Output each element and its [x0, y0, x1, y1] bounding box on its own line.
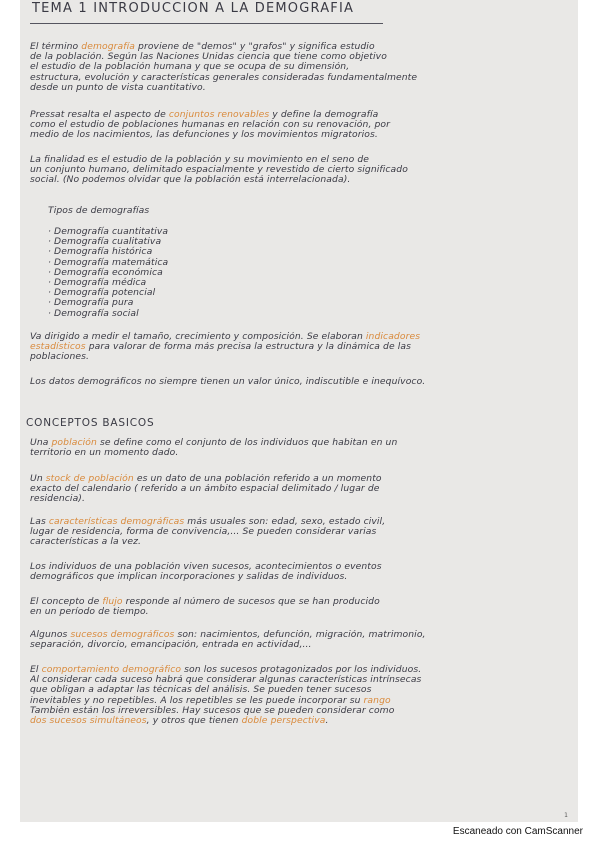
- text-fragment: El: [30, 665, 42, 675]
- text-fragment: responde al número de sucesos que se han producido: [122, 597, 380, 607]
- text-line: [30, 562, 558, 572]
- scanned-page: [20, 0, 578, 822]
- text-fragment: desde un punto de vista cuantitativo.: [30, 82, 206, 93]
- list-item: · Demografía histórica: [48, 246, 153, 258]
- text-line: [30, 527, 558, 537]
- highlighted-term: dos sucesos simultáneos: [30, 716, 147, 727]
- text-fragment: exacto del calendario ( referido a un ámbito espacial delimitado / lugar de: [30, 484, 380, 495]
- highlighted-term: doble perspectiva: [241, 716, 326, 727]
- list-item: · Demografía médica: [48, 277, 147, 289]
- text-line: [30, 175, 558, 185]
- text-line: [30, 706, 558, 716]
- highlighted-term: stock de población: [45, 474, 134, 484]
- text-line: [30, 448, 558, 458]
- text-fragment: son: nacimientos, defunción, migración, matrimonio,: [174, 630, 426, 640]
- paragraph-datos: [30, 377, 558, 387]
- paragraph-stock: [30, 474, 558, 505]
- text-fragment: social. (No podemos olvidar que la población está interrelacionada).: [30, 175, 351, 186]
- highlighted-term: población: [51, 438, 97, 448]
- paragraph-comportamiento: [30, 665, 558, 726]
- paragraph-flujo: [30, 597, 558, 617]
- text-line: [30, 377, 558, 387]
- text-fragment: un conjunto humano, delimitado espacialmente y revestido de cierto significado: [30, 165, 408, 176]
- text-fragment: El término: [30, 42, 82, 52]
- text-fragment: Una: [30, 438, 52, 448]
- text-fragment: separación, divorcio, emancipación, entrada en actividad,...: [30, 640, 312, 651]
- text-fragment: poblaciones.: [30, 352, 90, 363]
- text-line: [30, 494, 558, 504]
- text-fragment: Pressat resalta el aspecto de: [30, 110, 169, 120]
- paragraph-poblacion: [30, 438, 558, 458]
- text-fragment: para valorar de forma más precisa la estructura y la dinámica de las: [85, 342, 411, 353]
- paragraph-caracteristicas: [30, 517, 558, 548]
- paragraph-intro: [30, 42, 558, 93]
- text-fragment: se define como el conjunto de los individuos que habitan en un: [96, 438, 398, 448]
- list-item: · Demografía social: [48, 307, 139, 319]
- text-line: [30, 342, 558, 352]
- text-line: [30, 155, 558, 165]
- paragraph-finalidad: [30, 155, 558, 186]
- text-fragment: lugar de residencia, forma de convivencia,... Se pueden considerar varias: [30, 527, 377, 538]
- highlighted-term: sucesos demográficos: [70, 630, 175, 640]
- text-fragment: demográficos que implican incorporaciones y salidas de individuos.: [30, 572, 348, 583]
- text-line: [30, 517, 558, 527]
- text-fragment: en un período de tiempo.: [30, 607, 149, 618]
- text-fragment: inevitables y no repetibles. A los repetibles se les puede incorporar su: [30, 695, 364, 706]
- text-fragment: .: [325, 716, 329, 727]
- highlighted-term: comportamiento demográfico: [41, 665, 182, 675]
- text-line: [30, 332, 558, 342]
- list-item: · Demografía económica: [48, 266, 163, 278]
- text-line: [30, 572, 558, 582]
- text-line: [30, 537, 558, 547]
- text-fragment: características a la vez.: [30, 537, 142, 548]
- tipos-heading: [48, 206, 576, 216]
- list-item: · Demografía cualitativa: [48, 236, 162, 248]
- page-number: 1: [564, 812, 568, 819]
- list-item: · Demografía pura: [48, 297, 134, 309]
- text-line: [30, 675, 558, 685]
- highlighted-term: demografía: [81, 42, 135, 52]
- paragraph-dirigido: [30, 332, 558, 363]
- text-fragment: Va dirigido a medir el tamaño, crecimiento y composición. Se elaboran: [30, 332, 366, 342]
- text-line: [30, 607, 558, 617]
- text-line: [30, 42, 558, 52]
- title-underline: [30, 23, 383, 24]
- text-line: [30, 83, 558, 93]
- text-fragment: el estudio de la población humana y que se ocupa de su dimensión,: [30, 62, 350, 73]
- highlighted-term: rango: [363, 695, 391, 706]
- text-fragment: Algunos: [30, 630, 71, 640]
- text-fragment: son los sucesos protagonizados por los individuos.: [181, 665, 422, 675]
- text-line: [30, 685, 558, 695]
- text-line: [30, 165, 558, 175]
- text-line: [30, 630, 558, 640]
- text-line: [30, 130, 558, 140]
- text-fragment: También están los irreversibles. Hay sucesos que se pueden considerar como: [30, 705, 395, 716]
- text-fragment: , y otros que tienen: [146, 716, 242, 727]
- text-fragment: más usuales son: edad, sexo, estado civil,: [184, 517, 386, 527]
- text-line: [30, 73, 558, 83]
- text-line: [30, 696, 558, 706]
- text-line: [30, 597, 558, 607]
- text-fragment: y define la demografía: [269, 110, 379, 120]
- text-fragment: Los individuos de una población viven sucesos, acontecimientos o eventos: [30, 562, 382, 572]
- paragraph-sucesos: [30, 630, 558, 650]
- text-fragment: territorio en un momento dado.: [30, 448, 179, 459]
- text-line: [30, 110, 558, 120]
- text-fragment: proviene de "demos" y "grafos" y significa estudio: [135, 42, 375, 52]
- section-title: CONCEPTOS BASICOS: [26, 417, 155, 429]
- text-line: [30, 120, 558, 130]
- text-fragment: Los datos demográficos no siempre tienen un valor único, indiscutible e inequívoco.: [30, 377, 426, 387]
- tipos-list: [48, 227, 168, 319]
- paragraph-individuos: [30, 562, 558, 582]
- tipos-heading-text: Tipos de demografías: [48, 206, 150, 216]
- text-fragment: es un dato de una población referido a un momento: [133, 474, 382, 484]
- text-fragment: Al considerar cada suceso habrá que considerar algunas características intrínsecas: [30, 675, 422, 686]
- text-line: [30, 640, 558, 650]
- text-fragment: residencia).: [30, 494, 86, 505]
- text-fragment: estructura, evolución y características generales consideradas fundamentalmente: [30, 72, 418, 83]
- text-fragment: Las: [30, 517, 49, 527]
- list-item: · Demografía potencial: [48, 287, 156, 299]
- text-line: [30, 438, 558, 448]
- page-title: TEMA 1 INTRODUCCION A LA DEMOGRAFIA: [32, 1, 355, 16]
- list-item: · Demografía matemática: [48, 256, 169, 268]
- text-fragment: medio de los nacimientos, las defunciones y los movimientos migratorios.: [30, 130, 378, 141]
- highlighted-term: indicadores: [365, 332, 421, 342]
- highlighted-term: características demográficas: [48, 517, 185, 527]
- text-fragment: Un: [30, 474, 46, 484]
- highlighted-term: conjuntos renovables: [168, 110, 270, 120]
- text-fragment: que obligan a adaptar las técnicas del análisis. Se pueden tener sucesos: [30, 685, 372, 696]
- list-item: · Demografía cuantitativa: [48, 226, 169, 237]
- text-fragment: La finalidad es el estudio de la población y su movimiento en el seno de: [30, 155, 370, 165]
- highlighted-term: flujo: [102, 597, 123, 607]
- text-line: [30, 665, 558, 675]
- text-line: [30, 474, 558, 484]
- text-fragment: como el estudio de poblaciones humanas en relación con su renovación, por: [30, 120, 391, 131]
- text-line: [30, 352, 558, 362]
- text-line: [30, 484, 558, 494]
- text-line: [30, 62, 558, 72]
- text-fragment: de la población. Según las Naciones Unidas ciencia que tiene como objetivo: [30, 52, 387, 63]
- text-line: [30, 716, 558, 726]
- highlighted-term: estadísticos: [30, 342, 86, 353]
- text-fragment: El concepto de: [30, 597, 103, 607]
- paragraph-pressat: [30, 110, 558, 141]
- text-line: [30, 52, 558, 62]
- scanner-watermark: Escaneado con CamScanner: [452, 826, 583, 837]
